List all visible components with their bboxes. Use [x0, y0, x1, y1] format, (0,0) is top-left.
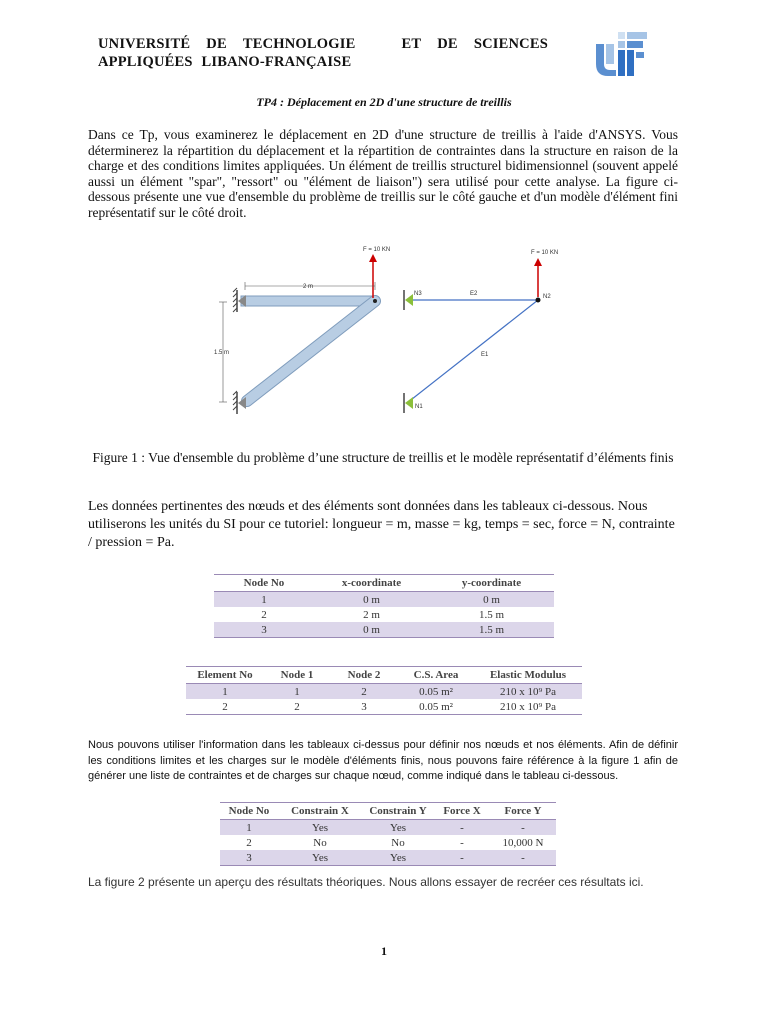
truss-figure [205, 240, 575, 420]
dimension-vertical: 1.5 m [214, 350, 230, 356]
table-cell: 1 [220, 820, 278, 836]
table-cell: 0 m [314, 622, 429, 638]
table-row [186, 684, 582, 700]
dimension-horizontal: 2 m [303, 284, 314, 290]
table-cell: - [490, 850, 556, 866]
header-word: SCIENCES [473, 36, 548, 52]
table-cell: 0.05 m² [398, 699, 474, 715]
header-word: DE [437, 36, 458, 52]
pin-support-bottom-icon [233, 391, 246, 414]
constraints-paragraph: Nous pouvons utiliser l'information dans les tableaux ci-dessus pour définir nos nœuds et nos éléments. Afin de définir les conditions limites et les charges sur le modèle d'éléments finis, nous pouvons faire référence à la figure 1 afin de générer une liste de contraintes et de charges sur chaque nœud, comme indiqué dans le tableau ci-dessous. [88, 739, 678, 782]
table-cell: 1 [214, 592, 314, 608]
header-word: ET [401, 36, 422, 52]
horizontal-member [241, 296, 376, 306]
table-cell: - [460, 836, 464, 849]
pin-support-top-icon [233, 288, 246, 312]
table-cell: 10,000 N [502, 836, 544, 849]
table-header: Node 2 [330, 667, 398, 684]
table-cell: 3 [220, 850, 278, 866]
table-row [220, 820, 556, 836]
table-cell: - [434, 850, 490, 866]
table-cell: 1.5 m [429, 622, 554, 638]
node-label-n3: N3 [414, 291, 422, 297]
table-cell: Yes [278, 850, 362, 866]
table-header: Constrain X [278, 803, 362, 820]
table-header: Force Y [490, 803, 556, 820]
header-university-line1 [98, 36, 548, 53]
table-header: Node No [214, 575, 314, 592]
table-cell: 2 [261, 608, 267, 621]
elements-table [186, 666, 582, 715]
table-cell: 2 m [363, 608, 380, 621]
document-subtitle: TP4 : Déplacement en 2D d'une structure de treillis [256, 95, 512, 109]
intro-paragraph: Dans ce Tp, vous examinerez le déplacement en 2D d'une structure de treillis à l'aide d'ANSYS. Vous déterminerez la répartition du déplacement et la répartition de contraintes dans la structure en raison de la charge et des conditions limites appliquées. Un élément de treillis structurel bidimensionnel (souvent appelé aussi un élément "spar", "ressort" ou "élément de liaison") sera utilisé pour cette analyse. La figure ci-dessous présente une vue d'ensemble du problème de treillis sur le côté gauche et d'un modèle d'élément fini représentatif sur le côté droit. [88, 127, 678, 220]
finite-element-model [404, 250, 558, 413]
element-label-e1: E1 [481, 352, 489, 358]
table-header: Force X [434, 803, 490, 820]
table-cell: 0 m [314, 592, 429, 608]
table-cell: Yes [362, 850, 434, 866]
node-label-n1: N1 [415, 404, 423, 410]
truss-problem-view [214, 247, 390, 414]
node-label-n2: N2 [543, 294, 551, 300]
table-row [220, 835, 556, 850]
force-label-left: F = 10 KN [363, 247, 391, 253]
table-cell: 210 x 10⁹ Pa [474, 684, 582, 700]
table-row [214, 622, 554, 638]
constraints-table [220, 802, 556, 866]
fixed-support-n1-icon [404, 393, 413, 413]
table-cell: 1.5 m [478, 608, 505, 621]
node-n2-dot [536, 298, 541, 303]
table-cell: 0.05 m² [398, 684, 474, 700]
table-row [214, 592, 554, 608]
table-cell: 2 [264, 699, 330, 715]
table-cell: No [313, 836, 327, 849]
figure-caption: Figure 1 : Vue d'ensemble du problème d’une structure de treillis et le modèle représentatif d’éléments finis [92, 450, 674, 465]
table-cell: 2 [330, 684, 398, 700]
table-row [220, 850, 556, 866]
table-cell: 3 [214, 622, 314, 638]
table-header: x-coordinate [314, 575, 429, 592]
table-header: Element No [186, 667, 264, 684]
fixed-support-n3-icon [404, 290, 413, 310]
nodes-table [214, 574, 554, 638]
table-cell: 2 [246, 836, 252, 849]
results-paragraph: La figure 2 présente un aperçu des résultats théoriques. Nous allons essayer de recréer ces résultats ici. [88, 875, 644, 889]
table-header: Constrain Y [362, 803, 434, 820]
table-header: y-coordinate [429, 575, 554, 592]
table-header: Node 1 [264, 667, 330, 684]
table-cell: 210 x 10⁹ Pa [474, 699, 582, 715]
table-cell: 2 [186, 699, 264, 715]
header-word: TECHNOLOGIE [242, 36, 356, 52]
page-number: 1 [381, 944, 387, 958]
force-label-right: F = 10 KN [531, 250, 559, 256]
table-cell: - [434, 820, 490, 836]
table-cell: 1 [186, 684, 264, 700]
table-cell: Yes [362, 820, 434, 836]
university-logo [592, 30, 648, 78]
header-word: DE [206, 36, 227, 52]
table-cell: - [490, 820, 556, 836]
table-cell: 0 m [429, 592, 554, 608]
units-paragraph: Les données pertinentes des nœuds et des éléments sont données dans les tableaux ci-dessous. Nous utiliserons les unités du SI pour ce tutoriel: longueur = m, masse = kg, temps = sec, force = N, contrainte / pression = Pa. [88, 499, 675, 550]
table-cell: No [391, 836, 405, 849]
table-header: Node No [220, 803, 278, 820]
header-word: UNIVERSITÉ [98, 36, 191, 52]
table-row [214, 607, 554, 622]
table-cell: Yes [278, 820, 362, 836]
table-header: Elastic Modulus [474, 667, 582, 684]
table-cell: 1 [264, 684, 330, 700]
element-label-e2: E2 [470, 291, 478, 297]
table-row [186, 699, 582, 715]
element-e1-line [407, 300, 538, 403]
table-cell: 3 [330, 699, 398, 715]
table-header: C.S. Area [398, 667, 474, 684]
header-university-line2: APPLIQUÉES LIBANO-FRANÇAISE [98, 54, 352, 70]
force-arrow-icon [534, 258, 542, 297]
force-arrow-icon [369, 254, 377, 298]
